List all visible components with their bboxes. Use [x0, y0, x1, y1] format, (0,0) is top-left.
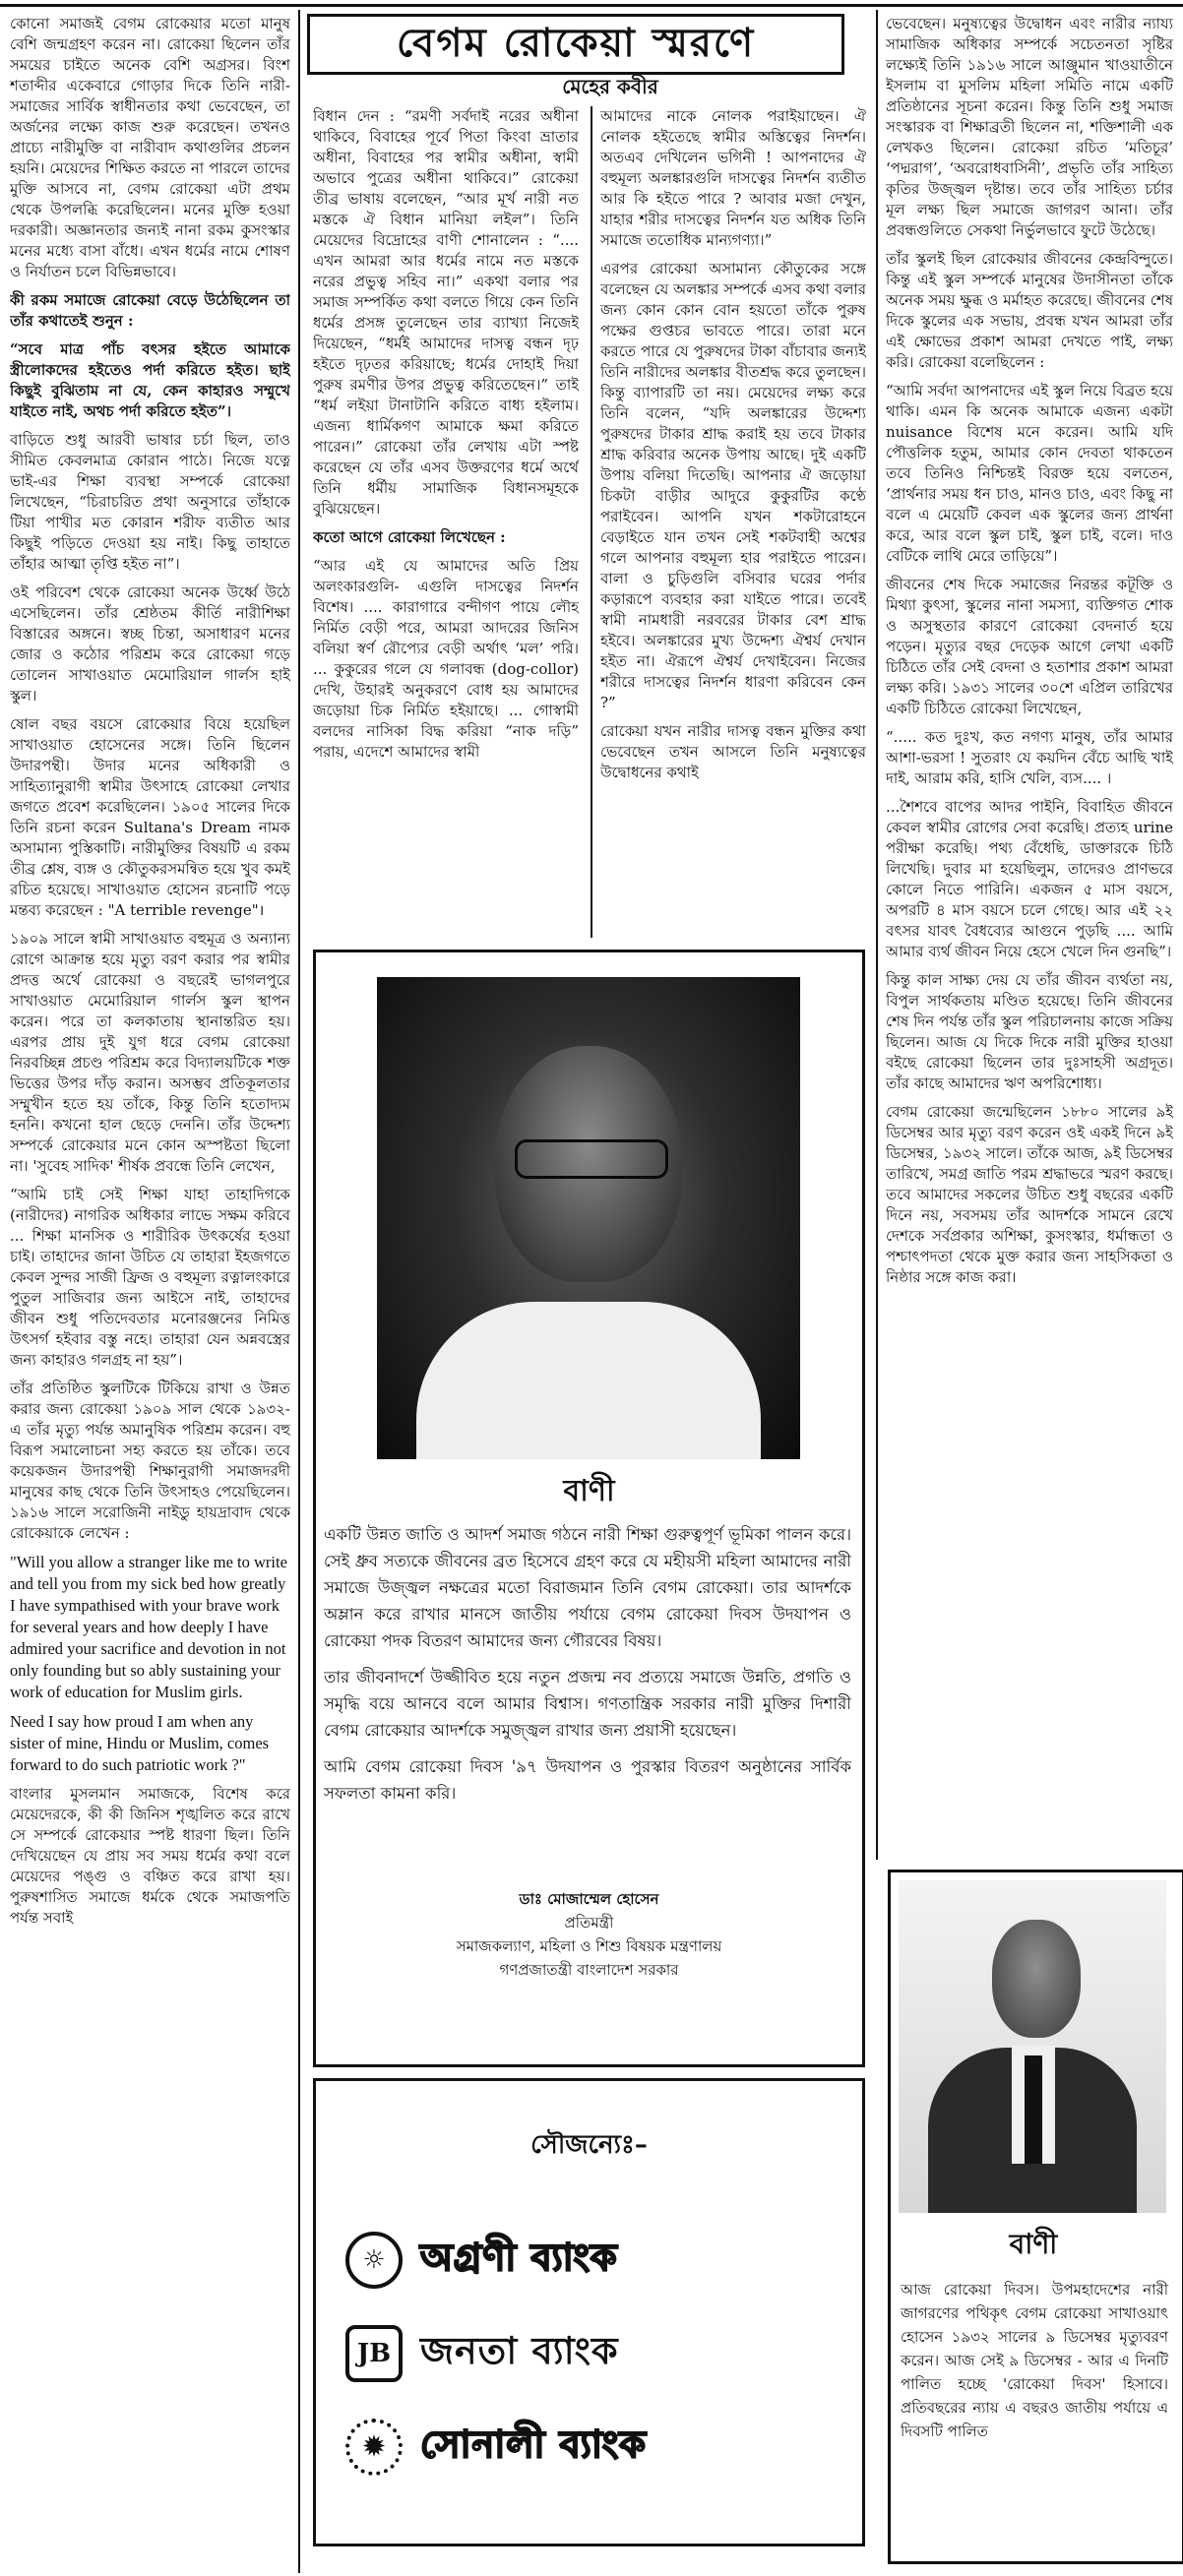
signature-block	[316, 1887, 862, 1982]
portrait-photo	[899, 1880, 1166, 2213]
bank-name: জনতা ব্যাংক	[420, 2328, 619, 2372]
paragraph: রোকেয়া যখন নারীর দাসত্ব বন্ধন মুক্তির কথা ভেবেছেন তখন আসলে তিনি মনুষ্যত্বের উদ্বোধনের কথাই	[600, 722, 866, 781]
paragraph: এরপর রোকেয়া অসামান্য কৌতুকের সঙ্গে বলেছেন যে অলঙ্কার সম্পর্কে এসব কথা বলার জন্য কোন কোন বোন হয়তো তাঁকে পুরুষ পক্ষের গুপ্তচর ভাবতে পারে। তারা মনে করতে পারে যে পুরুষদের টাকা বাঁচাবার জন্যই তিনি নারীদের অলঙ্কার বীতশ্রদ্ধ করে তুলছেন। কিন্তু ব্যাপারটি তা নয়। মেয়েদের লক্ষ্য করে তিনি বলেন, “যদি অলঙ্কারের উদ্দেশ্য পুরুষদের টাকার শ্রাদ্ধ করাই হয় তবে টাকার শ্রাদ্ধ করিবার অনেক উপায় আছে। দুই একটি উপায় বলিয়া দিতেছি। আপনার ঐ জড়োয়া চিকটা বাড়ীর আদুরে কুকুরটির কণ্ঠে পরাইবেন। আপনি যখন শকটারোহনে বেড়াইতে যান তখন সেই শকটবাহী অশ্বের গলে আপনার বহুমূল্য হার পরাইতে পারেন। বালা ও চুড়িগুলি বসিবার ঘরের পর্দার কড়ারূপে ব্যবহার করা যাইতে পারে। তবেই স্বামী নামধারী নরবরের টাকার বেশ শ্রাদ্ধ হইবে। অলঙ্কারের মুখ্য উদ্দেশ্য ঐশ্বর্য দেখান হইত না। ঐরূপে ঐশ্বর্য দেখাইবেন। নিজের শরীরে দাসত্বের নিদর্শন ধারণা করিবেন কেন ?”	[600, 260, 866, 711]
portrait-face	[992, 1920, 1081, 2038]
bank-row	[345, 2322, 619, 2385]
column-4	[886, 14, 1173, 1864]
byline: মেহের কবীর	[562, 75, 658, 98]
sponsor-box	[313, 2078, 865, 2546]
paragraph: আমাদের নাকে নোলক পরাইয়াছেন। ঐ নোলক হইতেছে স্বামীর অস্তিত্বের নিদর্শন। অতএব দেখিলেন ভগিনী ! আপনাদের ঐ বহুমূল্য অলঙ্কারগুলি দাসত্বের নিদর্শন ব্যতীত আর কি হইতে পারে ? আবার মজা দেখুন, যাহার শরীর দাসত্বের নিদর্শন যত অধিক তিনি সমাজে ততোধিক মান্যগণ্যা।”	[600, 107, 866, 249]
column-divider	[298, 10, 300, 2573]
message-paragraph: আমি বেগম রোকেয়া দিবস '৯৭ উদযাপন ও পুরস্কার বিতরণ অনুষ্ঠানের সার্বিক সফলতা কামনা করি।	[324, 1757, 851, 1803]
column-divider	[591, 106, 592, 938]
message-paragraph: একটি উন্নত জাতি ও আদর্শ সমাজ গঠনে নারী শিক্ষা গুরুত্বপূর্ণ ভূমিকা পালন করে। সেই ধ্রুব সত্যকে জীবনের ব্রত হিসেবে গ্রহণ করে যে মহীয়সী মহিলা আমাদের নারী সমাজে উজ্জ্বল নক্ষত্রের মতো বিরাজমান তিনি বেগম রোকেয়া। তার আদর্শকে অম্লান করে রাখার মানসে জাতীয় পর্যায়ে বেগম রোকেয়া দিবস উদযাপন ও রোকেয়া পদক বিতরণ আমাদের জন্য গৌরবের বিষয়।	[324, 1525, 851, 1650]
paragraph: তাঁর প্রতিষ্ঠিত স্কুলটিকে টিকিয়ে রাখা ও উন্নত করার জন্য রোকেয়া ১৯০৯ সাল থেকে ১৯৩২- এ তাঁর মৃত্যু পর্যন্ত অমানুষিক পরিশ্রম করেন। বহু বিরূপ সমালোচনা সহ্য করতে হয় তাঁকে। তবে কয়েকজন উদারপন্থী শিক্ষানুরাগী সমাজদরদী মানুষের কাছ থেকে তিনি উৎসাহও পেয়েছিলেন। ১৯১৬ সালে সরোজিনী নাইডু হায়দ্রাবাদ থেকে রোকেয়াকে লেখেন :	[10, 1380, 290, 1542]
paragraph: তাঁর স্কুলই ছিল রোকেয়ার জীবনের কেন্দ্রবিন্দুতে। কিন্তু এই স্কুল সম্পর্কে মানুষের উদাসীনতা তাঁকে অনেক সময় ক্ষুব্ধ ও মর্মাহত করেছে। জীবনের শেষ দিকে স্কুলের এক সভায়, প্রবন্ধ যখন আমরা তাঁর এই ক্ষোভের প্রকাশ আমরা দেখতে পাই, লক্ষ্য করি। রোকেয়া বলেছিলেন :	[886, 250, 1173, 371]
paragraph: কিন্তু কাল সাক্ষ্য দেয় যে তাঁর জীবন ব্যর্থতা নয়, বিপুল সার্থকতায় মণ্ডিত হয়েছে। তিনি জীবনের শেষ দিন পর্যন্ত তাঁর স্কুল পরিচালনায় কাজে সক্রিয় ছিলেন। আজ যে দিকে দিকে নারী মুক্তির হাওয়া বইছে রোকেয়া ছিলেন তার দুঃসাহসী অগ্রদূত। তাঁর কাছে আমাদের ঋণ অপরিশোধ্য।	[886, 971, 1173, 1092]
right-message-text: আজ রোকেয়া দিবস। উপমহাদেশের নারী জাগরণের পথিকৃৎ বেগম রোকেয়া সাখাওয়াৎ হোসেন ১৯৩২ সালের ৯ ডিসেম্বর মৃত্যুবরণ করেন। আজ সেই ৯ ডিসেম্বর - আর এ দিনটি পালিত হচ্ছে 'রোকেয়া দিবস' হিসাবে। প্রতিবছরের ন্যায় এ বছরও জাতীয় পর্যায়ে এ দিবসটি পালিত	[901, 2281, 1168, 2440]
paragraph: বেগম রোকেয়া জন্মেছিলেন ১৮৮০ সালের ৯ই ডিসেম্বর আর মৃত্যু বরণ করেন ওই একই দিনে ৯ই ডিসেম্বর, ১৯৩২ সালে। তাঁকে আজ, ৯ই ডিসেম্বর তারিখে, সমগ্র জাতি পরম শ্রদ্ধাভরে স্মরণ করছে। তবে আমাদের সকলের উচিত শুধু বছরের একটি দিনে নয়, সবসময় তাঁর আদর্শকে সামনে রেখে দেশকে সর্বপ্রকার অশিক্ষা, কুসংস্কার, ধর্মান্ধতা ও পশ্চাৎপদতা থেকে মুক্ত করার জন্য সাহসিকতা ও নিষ্ঠার সঙ্গে কাজ করা।	[886, 1103, 1173, 1286]
column-3	[600, 106, 866, 943]
quote: “..... কত দুঃখ, কত নগণ্য মানুষ, তাঁর আমার আশা-ভরসা ! সুতরাং যে কয়দিন বেঁচে আছি খাই দাই, আরাম করি, হাসি খেলি, ব্যস.... ।	[886, 728, 1173, 787]
message-paragraph: তার জীবনাদর্শে উজ্জীবিত হয়ে নতুন প্রজন্ম নব প্রত্যয়ে সমাজে উন্নতি, প্রগতি ও সমৃদ্ধি বয়ে আনবে বলে আমার বিশ্বাস। গণতান্ত্রিক সরকার নারী মুক্তির দিশারী বেগম রোকেয়ার আদর্শকে সমুজ্জ্বল রাখার জন্য প্রয়াসী হয়েছেন।	[324, 1668, 851, 1740]
message-text	[324, 1521, 851, 1816]
paragraph: বাংলার মুসলমান সমাজকে, বিশেষ করে মেয়েদেরকে, কী কী জিনিস শৃঙ্খলিত করে রাখে সে সম্পর্কে রোকেয়ার স্পষ্ট ধারণা ছিল। তিনি দেখিয়েছেন যে প্রায় সব সময় ধর্মের কথা বলে মেয়েদের পঙ্গু ও বঞ্চিত করে রাখা হয়। পুরুষশাসিত সমাজে ধর্মকে থেকে সমাজপতি পর্যন্ত সবাই	[10, 1785, 290, 1927]
subheading: কতো আগে রোকেয়া লিখেছেন :	[313, 528, 506, 546]
signature-title: প্রতিমন্ত্রী	[564, 1914, 614, 1932]
top-border	[0, 4, 1183, 7]
headline: বেগম রোকেয়া স্মরণে	[307, 14, 844, 75]
paragraph: কোনো সমাজই বেগম রোকেয়ার মতো মানুষ বেশি জন্মগ্রহণ করেন না। রোকেয়া ছিলেন তাঁর সময়ের চাইতে অনেক বেশি অগ্রসর। বিংশ শতাব্দীর একেবারে গোড়ার দিকে তিনি নারী-সমাজের সার্বিক স্বাধীনতার কথা ভেবেছেন, তা অর্জনের লক্ষ্যে কাজ শুরু করেছেন। তখনও প্রাচ্যে নারীমুক্তি বা নারীবাদ কথাগুলির প্রচলন হয়নি। মেয়েদের শিক্ষিত করতে না পারলে তাদের মুক্তি আসবে না, বেগম রোকেয়া এটা প্রথম থেকে উপলব্ধি করেছিলেন। মনের মুক্তি হওয়া দরকারী। অজ্ঞানতার জন্যই নানা রকম কুসংস্কার মনের মধ্যে বাসা বাঁধে। এখন ধর্মের নামে শোষণ ও নির্যাতন চলে বিভিন্নভাবে।	[10, 15, 290, 280]
quote: ...শৈশবে বাপের আদর পাইনি, বিবাহিত জীবনে কেবল স্বামীর রোগের সেবা করেছি। প্রত্যহ urine পরীক্ষা করেছি। পথ্য বেঁধেছি, ডাক্তারকে চিঠি লিখেছি। দুবার মা হয়েছিলুম, তাদেরও প্রাণভরে কোলে নিতে পারিনি। একজন ৫ মাস বয়সে, অপরটি ৪ মাস বয়সে চলে গেছে। আর এই ২২ বৎসর যাবৎ বৈধব্যের আগুনে পুড়ছি .... আমি আমার ব্যর্থ জীবন নিয়ে হেসে খেলে দিন গুনছি”।	[886, 798, 1173, 960]
agrani-bank-logo: ☼	[345, 2232, 403, 2289]
bank-row	[345, 2416, 647, 2479]
portrait-shirt	[416, 1302, 761, 1459]
quote: “আমি সর্বদা আপনাদের এই স্কুল নিয়ে বিব্রত হয়ে থাকি। এমন কি অনেক আমাকে এজন্য একটা nuisance বিশেষ মনে করেন। আমি যদি পৌত্তলিক হতুম, আমার কোন দেবতা থাকতেন তবে তিনিও নিশ্চিন্তই বিরক্ত হয়ে বলতেন, ‘প্রার্থনার সময় ধন চাও, মানও চাও, এবং কিছু না বলে এ মেয়েটি কেবল এক স্কুলের জন্য প্রার্থনা করে, আর বলে স্কুল চাই, স্কুল চাই, বলে। দাও বেটিকে লাথি মেরে তাড়িয়ে”।	[886, 382, 1173, 565]
sponsor-title: সৌজন্যেঃ–	[530, 2130, 648, 2160]
english-quote: "Will you allow a stranger like me to write and tell you from my sick bed how greatly I have sympathised with your brave work for several years and how deeply I have admired your sacrifice and devotion in not only founding but so ably sustaining your work of education for Muslim girls.	[10, 1553, 287, 1701]
bank-row	[345, 2229, 618, 2292]
bank-name: সোনালী ব্যাংক	[420, 2422, 647, 2466]
janata-bank-logo: JB	[345, 2325, 403, 2382]
signature-govt: গণপ্রজাতন্ত্রী বাংলাদেশ সরকার	[499, 1961, 679, 1979]
paragraph: ওই পরিবেশ থেকে রোকেয়া অনেক উর্ধ্বে উঠে এসেছিলেন। তাঁর শ্রেষ্ঠতম কীর্তি নারীশিক্ষা বিস্তারের অঙ্গনে। স্বচ্ছ চিন্তা, অসাধারণ মনের জোর ও কঠোর পরিশ্রম করে রোকেয়া গড়ে তোলেন সাখাওয়াত মেমোরিয়াল গার্লস হাই স্কুল।	[10, 583, 290, 705]
right-message-box	[888, 1870, 1183, 2564]
english-quote: Need I say how proud I am when any sister of mine, Hindu or Muslim, comes forward to do such patriotic work ?"	[10, 1712, 270, 1774]
quote: “আমি চাই সেই শিক্ষা যাহা তাহাদিগকে (নারীদের) নাগরিক অধিকার লাভে সক্ষম করিবে ... শিক্ষা মানসিক ও শারীরিক উৎকর্ষের হওয়া চাই। তাহাদের জানা উচিত যে তাহারা ইহজগতে কেবল সুন্দর সাজী ফ্রিজ ও বহুমূল্য রত্নালংকারে পুতুল সাজিবার জন্য আইসে নাই, তাহাদের জীবন শুধু পতিদেবতার মনোরঞ্জনের নিমিত্ত উৎসর্গ হইবার বস্তু নহে। তাহারা যেন অন্নবস্ত্রের জন্য কাহারও গলগ্রহ না হয়”।	[10, 1186, 290, 1369]
message-box	[313, 950, 865, 2067]
paragraph: কী রকম সমাজে রোকেয়া বেড়ে উঠেছিলেন তা তাঁর কথাতেই শুনুন :	[10, 291, 290, 330]
paragraph: জীবনের শেষ দিকে সমাজের নিরন্তর কটূক্তি ও মিথ্যা কুৎসা, স্কুলের নানা সমস্যা, ব্যক্তিগত শোক ও অসুস্থতার কারণে রোকেয়া বেদনার্ত হয়ে পড়েন। মৃত্যুর বছর দেড়েক আগে লেখা একটি চিঠিতে তাঁর সেই বেদনা ও হতাশার প্রকাশ আমরা লক্ষ্য করি। ১৯৩১ সালের ৩০শে এপ্রিল তারিখের একটি চিঠিতে রোকেয়া লিখেছেন,	[886, 576, 1173, 717]
portrait-photo	[377, 977, 800, 1459]
portrait-tie	[1025, 2055, 1042, 2164]
column-1	[10, 14, 290, 2572]
signature-name: ডাঃ মোজাম্মেল হোসেন	[519, 1890, 659, 1908]
bank-name: অগ্রণী ব্যাংক	[420, 2235, 618, 2279]
paragraph: ভেবেছেন। মনুষ্যত্বের উদ্বোধন এবং নারীর ন্যায্য সামাজিক অধিকার সম্পর্কে সচেতনতা সৃষ্টির লক্ষ্যেই তিনি ১৯১৬ সালে আঞ্জুমান খাওয়াতীনে ইসলাম বা মুসলিম মহিলা সমিতি নামে একটি প্রতিষ্ঠানের সূচনা করেন। কিন্তু তিনি শুধু সমাজ সংস্কারক বা শিক্ষাব্রতী ছিলেন না, শক্তিশালী এক লেখকও ছিলেন। রোকেয়া রচিত ‘মতিচূর’ ‘পদ্মরাগ’, ‘অবরোধবাসিনী’, প্রভৃতি তাঁর সাহিত্য কৃতির উজ্জ্বল দৃষ্টান্ত। তবে তাঁর সাহিত্য চর্চার মূল লক্ষ্য ছিল সমাজে জাগরণ আনা। তাঁর প্রবন্ধগুলিতে সেকথা নির্ভুলভাবে ফুটে উঠেছে।	[886, 15, 1173, 239]
signature-ministry: সমাজকল্যাণ, মহিলা ও শিশু বিষয়ক মন্ত্রণালয়	[456, 1937, 722, 1955]
paragraph: বিধান দেন : “রমণী সর্বদাই নরের অধীনা থাকিবে, বিবাহের পূর্বে পিতা কিংবা ভ্রাতার অধীনা, বিবাহের পর স্বামীর অধীনা, স্বামী অভাবে পুত্রের অধীনা থাকিবে।” রোকেয়া তীব্র ভাষায় বলেছেন, “আর মূর্খ নারী নত মস্তকে ঐ বিধান মানিয়া লইল”। তিনি মেয়েদের বিদ্রোহের বাণী শোনালেন : “.... এখন আমরা আর ধর্মের নামে নত মস্তকে নরের প্রভুত্ব সহিব না।” একথা বলার পর সমাজ সম্পর্কিত কথা বলতে গিয়ে কেন তিনি ধর্মের প্রসঙ্গ তুলেছেন তার ব্যাখ্যা নিজেই দিয়েছেন, “ধর্মই আমাদের দাসত্ব বন্ধন দৃঢ় হইতে দৃঢ়তর করিয়াছে; ধর্মের দোহাই দিয়া পুরুষ রমণীর উপর প্রভুত্ব করিতেছেন।” তাই “ধর্ম লইয়া টানাটানি করিতে বাধ্য হইলাম। এজন্য ধার্মিকগণ আমাকে ক্ষমা করিতে পারেন।” রোকেয়া তাঁর লেখায় এটা স্পষ্ট করেছেন যে তাঁর এসব উক্তরণের ধর্মে অর্থে তিনি ধর্মীয় সামাজিক বিধানসমূহকে বুঝিয়েছেন।	[313, 107, 579, 518]
paragraph: ষোল বছর বয়সে রোকেয়ার বিয়ে হয়েছিল সাখাওয়াত হোসেনের সঙ্গে। তিনি ছিলেন উদারপন্থী। উদার মনের অধিকারী ও সাহিত্যানুরাগী স্বামীর উৎসাহে রোকেয়া লেখার জগতে প্রবেশ করেছিলেন। ১৯০৫ সালের দিকে তিনি রচনা করেন Sultana's Dream নামক অসামান্য পুস্তিকাটি। নারীমুক্তির বিষয়টি এ রকম তীব্র শ্লেষ, ব্যঙ্গ ও কৌতুকরসমন্বিত হয়ে খুব কমই রচিত হয়েছে। সাখাওয়াত হোসেন রচনাটি পড়ে মন্তব্য করেছেন : "A terrible revenge"।	[10, 715, 290, 919]
message-title: বাণী	[563, 1474, 615, 1508]
portrait-glasses	[515, 1139, 668, 1179]
paragraph: বাড়িতে শুধু আরবী ভাষার চর্চা ছিল, তাও সীমিত কেবলমাত্র কোরান পাঠে। নিজে যত্নে ভাই-এর শিক্ষা ব্যবস্থা সম্পর্কে রোকেয়া লিখেছেন, “চিরাচরিত প্রথা অনুসারে তাঁহাকে টিয়া পাখীর মত কোরান শরীফ ব্যতীত আর কিছুই পড়িতে দেওয়া হয় নাই। কিছু তাহাতে তাঁহার আত্মা তৃপ্তি হইত না”।	[10, 431, 290, 573]
quote: “সবে মাত্র পাঁচ বৎসর হইতে আমাকে স্ত্রীলোকদের হইতেও পর্দা করিতে হইত। ছাই কিছুই বুঝিতাম না যে, কেন কাহারও সম্মুখে যাইতে নাই, অথচ পর্দা করিতে হইত”।	[10, 340, 290, 420]
column-2	[313, 106, 579, 943]
column-divider	[876, 10, 878, 1860]
paragraph: ১৯০৯ সালে স্বামী সাখাওয়াত বহুমূত্র ও অন্যান্য রোগে আক্রান্ত হয়ে মৃত্যু বরণ করার পর স্বামীর প্রদত্ত অর্থে রোকেয়া ও বছরেই ভাগলপুরে সাখাওয়াত মেমোরিয়াল গার্লস স্কুল স্থাপন করেন। পরে তা কলকাতায় স্থানান্তরিত হয়। এরপর প্রায় দুই যুগ ধরে বেগম রোকেয়া নিরবচ্ছিন্ন প্রচণ্ড পরিশ্রম করে বিদ্যালয়টিকে শক্ত ভিত্তের উপর দাঁড় করান। অসম্ভব প্রতিকূলতার সম্মুখীন হতে হয় তাঁকে, কিন্তু তিনি হতোদ্যম হননি। কখনো হাল ছেড়ে দেননি। তাঁর উদ্দেশ্য সম্পর্কে রোকেয়ার মনে কোন অস্পষ্টতা ছিলো না। 'সুবেহ সাদিক' শীর্ষক প্রবন্ধে তিনি লেখেন,	[10, 930, 290, 1175]
sonali-bank-logo: ✹	[345, 2419, 403, 2476]
quote: “আর এই যে আমাদের অতি প্রিয় অলংকারগুলি- এগুলি দাসত্বের নিদর্শন বিশেষ। .... কারাগারে বন্দীগণ পায়ে লৌহ নির্মিত বেড়ী পরে, আমরা আদরের জিনিস বলিয়া স্বর্ণ রৌপ্যের বেড়ী অর্থাৎ ‘মল’ পরি। ... কুকুরের গলে যে গলাবন্ধ (dog-collor) দেখি, উহারই অনুকরণে বোধ হয় আমাদের জড়োয়া চিক নির্মিত হইয়াছে। ... গোস্বামী বলদের নাসিকা বিদ্ধ করিয়া “নাক দড়ি” পরায়, এদেশে আমাদের স্বামী	[313, 557, 579, 761]
right-message-title: বাণী	[1009, 2228, 1058, 2260]
